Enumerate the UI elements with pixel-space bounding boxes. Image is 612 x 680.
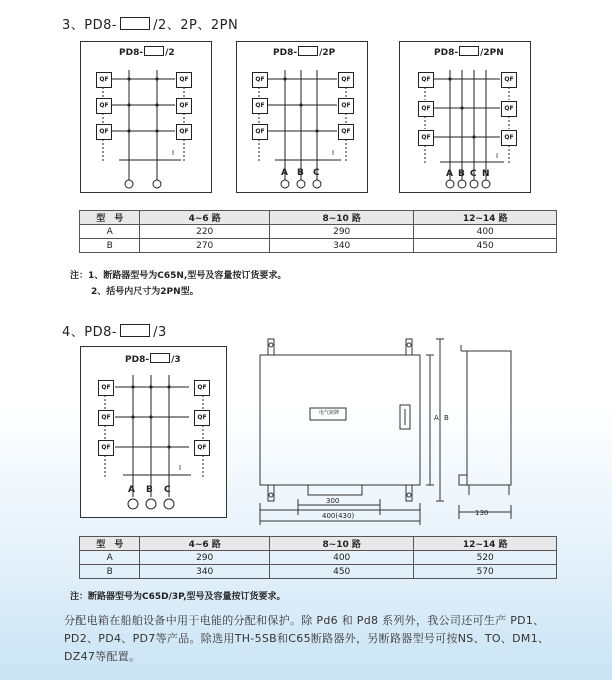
breaker-qf: QF xyxy=(252,98,268,114)
breaker-qf: QF xyxy=(194,380,210,396)
table-cell: 340 xyxy=(140,565,270,579)
panel-title-prefix: PD8- xyxy=(273,48,298,58)
breaker-qf: QF xyxy=(96,124,112,140)
panel-title-prefix: PD8- xyxy=(434,48,459,58)
table-cell: 270 xyxy=(140,239,270,253)
panel-title-prefix: PD8- xyxy=(119,48,144,58)
phase-label-b: B xyxy=(297,168,304,178)
table-cell: 290 xyxy=(140,551,270,565)
cabinet-front-view xyxy=(250,335,450,535)
phase-label-c: C xyxy=(164,485,171,495)
spec-table-section3 xyxy=(79,210,557,253)
panel-wiring xyxy=(400,42,530,192)
section3-title-suffix: /2、2P、2PN xyxy=(153,18,239,33)
table-cell: 450 xyxy=(414,239,557,253)
section4-title xyxy=(62,321,167,340)
section3-title xyxy=(62,14,238,33)
table-cell: 450 xyxy=(269,565,413,579)
table-header: 型 号 xyxy=(80,211,140,225)
note-line-1: 注：1、断路器型号为C65N,型号及容量按订货要求。 xyxy=(70,271,287,281)
dim-width-outer: 400(430) xyxy=(322,512,355,520)
breaker-qf: QF xyxy=(194,440,210,456)
table-cell: A xyxy=(80,551,140,565)
panel-title-suffix: /2 xyxy=(165,48,175,58)
breaker-qf: QF xyxy=(176,124,192,140)
phase-label-c: C xyxy=(313,168,320,178)
note-line-2: 2、括号内尺寸为2PN型。 xyxy=(91,287,199,297)
table-cell: B xyxy=(80,565,140,579)
table-row xyxy=(80,551,557,565)
breaker-qf: QF xyxy=(96,72,112,88)
description-paragraph: 分配电箱在船舶设备中用于电能的分配和保护。除 Pd6 和 Pd8 系列外，我公司还可生产 PD1、PD2、PD4、PD7等产品。除选用TH-5SB和C65断路器外，另断路器型号可按NS、TO、DM1、DZ47等配置。 xyxy=(64,614,550,663)
table-header: 12~14 路 xyxy=(414,211,557,225)
table-cell: 290 xyxy=(269,225,413,239)
breaker-qf: QF xyxy=(194,410,210,426)
panel-pd8-3 xyxy=(80,346,227,518)
dim-b-label: B xyxy=(444,414,449,422)
note-section4: 注：断路器型号为C65D/3P,型号及容量按订货要求。 xyxy=(70,592,286,602)
breaker-qf: QF xyxy=(338,72,354,88)
i-label: I xyxy=(172,149,175,157)
table-header: 12~14 路 xyxy=(414,537,557,551)
breaker-qf: QF xyxy=(176,98,192,114)
breaker-qf: QF xyxy=(176,72,192,88)
panel-wiring xyxy=(81,42,211,192)
table-cell: 570 xyxy=(414,565,557,579)
table-cell: 340 xyxy=(269,239,413,253)
table-header: 8~10 路 xyxy=(269,211,413,225)
breaker-qf: QF xyxy=(98,440,114,456)
table-cell: 400 xyxy=(414,225,557,239)
panel-title-suffix: /2PN xyxy=(480,48,504,58)
breaker-qf: QF xyxy=(418,72,434,88)
breaker-qf: QF xyxy=(501,130,517,146)
panel-wiring xyxy=(81,347,226,517)
table-cell: 520 xyxy=(414,551,557,565)
table-header: 4~6 路 xyxy=(140,211,270,225)
breaker-qf: QF xyxy=(501,101,517,117)
i-label: I xyxy=(496,152,499,160)
dim-a-label: A xyxy=(434,414,439,422)
blank-box xyxy=(120,17,150,30)
breaker-qf: QF xyxy=(338,98,354,114)
phase-label-a: A xyxy=(281,168,288,178)
i-label: I xyxy=(332,149,335,157)
table-header: 8~10 路 xyxy=(269,537,413,551)
breaker-qf: QF xyxy=(96,98,112,114)
phase-label-a: A xyxy=(128,485,135,495)
table-cell: 400 xyxy=(269,551,413,565)
table-cell: 220 xyxy=(140,225,270,239)
table-header: 4~6 路 xyxy=(140,537,270,551)
section4-title-prefix: 4、PD8- xyxy=(62,325,118,340)
breaker-qf: QF xyxy=(252,124,268,140)
phase-label-b: B xyxy=(146,485,153,495)
table-row xyxy=(80,565,557,579)
table-cell: A xyxy=(80,225,140,239)
panel-pd8-2pn xyxy=(399,41,531,193)
phase-label-c: C xyxy=(470,169,477,179)
phase-label-n: N xyxy=(482,169,490,179)
breaker-qf: QF xyxy=(338,124,354,140)
nameplate-label: 电气铭牌 xyxy=(318,410,339,416)
section4-title-suffix: /3 xyxy=(153,325,167,340)
panel-title-suffix: /3 xyxy=(171,355,181,365)
dim-width-inner: 300 xyxy=(326,497,340,505)
blank-box xyxy=(120,324,150,337)
breaker-qf: QF xyxy=(252,72,268,88)
cabinet-side-view xyxy=(455,335,525,535)
breaker-qf: QF xyxy=(418,101,434,117)
panel-title-suffix: /2P xyxy=(319,48,336,58)
panel-title-prefix: PD8- xyxy=(125,355,150,365)
breaker-qf: QF xyxy=(418,130,434,146)
spec-table-section4 xyxy=(79,536,557,579)
table-header: 型 号 xyxy=(80,537,140,551)
section3-title-prefix: 3、PD8- xyxy=(62,18,118,33)
breaker-qf: QF xyxy=(98,410,114,426)
breaker-qf: QF xyxy=(98,380,114,396)
panel-pd8-2p xyxy=(236,41,368,193)
i-label: I xyxy=(179,464,182,472)
phase-label-b: B xyxy=(458,169,465,179)
table-cell: B xyxy=(80,239,140,253)
phase-label-a: A xyxy=(446,169,453,179)
dim-depth: 130 xyxy=(475,509,489,517)
panel-pd8-2 xyxy=(80,41,212,193)
table-row xyxy=(80,239,557,253)
table-row xyxy=(80,225,557,239)
breaker-qf: QF xyxy=(501,72,517,88)
